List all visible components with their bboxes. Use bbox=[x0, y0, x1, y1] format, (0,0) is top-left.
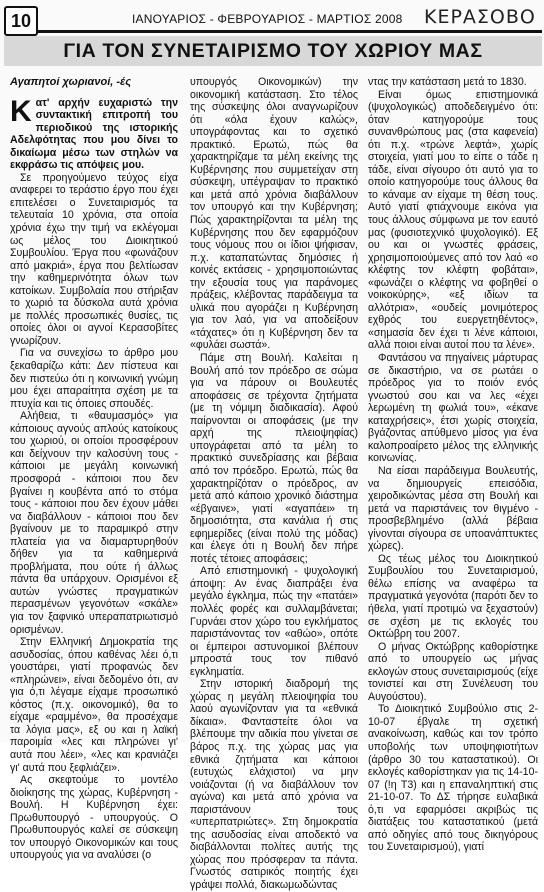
article-greeting: Αγαπητοί χωριανοί, -ές bbox=[10, 76, 132, 88]
article-column-2 bbox=[190, 76, 358, 892]
paragraph: Φαντάσου να πηγαίνεις μάρτυρας σε δικαστήριο, να σε ρωτάει ο πρόεδρος για το ποιόν ενός γνωστού σου και να λες «έχει λερωμένη τη φωλιά του», «έκανε καταχρήσεις», έτσι χωρίς στοιχεία, βγάζοντας απύθμενο μίσος για ένα καλοπροαίρετο μέλος της ελληνικής κοινωνίας. bbox=[368, 352, 538, 465]
paragraph: Το Διοικητικό Συμβούλιο στις 2-10-07 έβγαλε τη σχετική ανακοίνωση, καθώς και τον τρόπο υποβολής των υποψηφιοτήτων (άρθρο 30 του καταστατικού). Οι εκλογές καθορίστηκαν για τις 14-10-07 (!η Τ3) και η επαναληπτική στις 21-10-07. Το ΔΣ τήρησε ευλαβικά ό,τι να εφαρμόσει ακριβώς τις διατάξεις του καταστατικού (μετά από οδηγίες από τους δικηγόρους του Συνεταιρισμού), γιατί bbox=[368, 703, 538, 854]
paragraph: υπουργός Οικονομικών) την οικονομική κατάσταση. Στο τέλος της σύσκεψης όλοι αναγνωρίζουν ότι «όλα έχουν καλώς», υπογράφοντας και το σχετικό πρακτικό. Ερωτώ, πώς θα χαρακτηρίζαμε τα μέλη εκείνης της Κυβέρνησης που συμμετείχαν στη σύσκεψη, υπέγραψαν το πρακτικό και μετά από χρόνια διαβάλλουν τον υπουργό και την Κυβέρνηση; Πώς χαρακτηρίζονται τα μέλη της Κυβέρνησης που δεν εφαρμόζουν τους νόμους που οι ίδιοι ψήφισαν, π.χ. καταπατώντας δημόσιες ή κοινές εκτάσεις - χρησιμοποιώντας την εξουσία τους για παράνομες πράξεις, κλέβοντας παράδειγμα τα υλικά που αγοράζει η Κυβέρνηση για τον λαό, για να αποδείξουν «τάχατες» ότι η Κυβέρνηση δεν τα «φυλάει σωστά». bbox=[190, 76, 358, 352]
title-band bbox=[4, 36, 542, 66]
lead-text: ατ' αρχήν ευχαριστώ την συντακτική επιτροπή του περιοδικού της ιστορικής Αδελφότητας που μου δίνει το δικαίωμα μέσω των στηλών να εκφράσω τις απόψεις μου. bbox=[10, 96, 178, 172]
paragraph: Να είσαι παράδειγμα Βουλευτής, να δημιουργείς επεισόδια, χειροδικώντας μέσα στη Βουλή και μετά να παριστάνεις τον θιγμένο - προσβεβλημένο (αλλά βέβαια γίνονται σίγουρα σε υποανάπτυκτες χώρες). bbox=[368, 464, 538, 553]
article-column-1 bbox=[10, 76, 178, 862]
paragraph: Ας σκεφτούμε το μοντέλο διοίκησης της χώρας, Κυβέρνηση - Βουλή. Η Κυβέρνηση έχει: Πρωθυπουργό - υπουργούς. Ο Πρωθυπουργός καλεί σε σύσκεψη τον υπουργό Οικονομικών και τους υπουργούς για να αναλύσει (ο bbox=[10, 774, 178, 862]
article-column-3 bbox=[368, 76, 538, 854]
paragraph: Αλήθεια, τι «θαυμασμός» για κάποιους αγνούς απλούς κατοίκους του χωριού, οι οποίοι προσφέρουν και δείχνουν την καλοσύνη τους - κάποιοι με μεγάλη κοινωνική προσφορά - κάποιοι που δεν βγαίνει η κουβέντα από το στόμα τους - κάποιοι που δεν έχουν μάθει να διαβάλλουν - κάποιοι που δεν βγαίνουν με το παραμικρό στην πλατεία για να διαμαρτυρηθούν δήθεν για τα καθημερινά προβλήματα, που ούτε ή άλλως πάντα θα υπάρχουν. Ορισμένοι εξ αυτών γνώστες πραγματικών περασμένων γεγονότων «σκάλε» για τον ξαφνικό υπεραπατριωτισμό ορισμένων. bbox=[10, 410, 178, 636]
issue-date: ΙΑΝΟΥΑΡΙΟΣ - ΦΕΒΡΟΥΑΡΙΟΣ - ΜΑΡΤΙΟΣ 2008 bbox=[132, 12, 403, 26]
paragraph: Πάμε στη Βουλή. Καλείται η Βουλή από τον πρόεδρο σε σώμα για να πάρουν οι Βουλευτές αποφάσεις σε τρέχοντα ζητήματα (με τη νόμιμη διαδικασία). Αφού παίρνονται οι αποφάσεις (με την αρχή της πλειοψηφίας) υπογράφεται από τα μέλη το πρακτικό συνεδρίασης και βέβαια από τον πρόεδρο. Ερωτώ, πώς θα χαρακτηρίζόταν ο πρόεδρος, αν μετά από κάποιο χρονικό διάστημα «έβγαινε», γιατί «αγαπάει» τη δημοσιότητα, στα κανάλια ή στις εφημερίδες (είναι πολύ της μόδας) και έλεγε ότι η Βουλή δεν πήρε ποτές τέτοιες αποφάσεις; bbox=[190, 352, 358, 565]
drop-cap: Κ bbox=[10, 94, 32, 128]
article-title: ΓΙΑ ΤΟΝ ΣΥΝΕΤΑΙΡΙΣΜΟ ΤΟΥ ΧΩΡΙΟΥ ΜΑΣ bbox=[63, 40, 483, 62]
paragraph: Στην Ελληνική Δημοκρατία της ασυδοσίας, όπου καθένας λέει ό,τι γουστάρει, γιατί προφανώς δεν «πληρώνει», είναι δεδομένο ότι, αν για ό,τι λέγαμε είχαμε προσωπικό κόστος (π.χ. οικονομικό), θα το είχαμε «ραμμένο», θα προσέχαμε τα λόγια μας», εξ ου και η λαϊκή παροιμία «λες και πληρώνει γι' αυτά που λέει», «λες και κρανιάζει γι' αυτά που ξεφλιάζει». bbox=[10, 636, 178, 774]
paragraph: Ως τέως μέλος του Διοικητικού Συμβουλίου του Συνεταιρισμού, θέλω επίσης να αναφέρω τα πραγματικά γεγονότα (παρότι δεν το ήθελα, γιατί προτιμώ να ξεχαστούν) σε σχέση με τις εκλογές του Οκτώβρη του 2007. bbox=[368, 552, 538, 641]
page-number: 10 bbox=[4, 6, 38, 36]
article-lead-paragraph bbox=[10, 94, 178, 172]
page-header bbox=[0, 0, 544, 40]
newspaper-brand: ΚΕΡΑΣΟΒΟ bbox=[424, 6, 536, 28]
paragraph: ντας την κατάσταση μετά το 1830. bbox=[368, 76, 527, 88]
paragraph: Από επιστημονική - ψυχολογική άποψη: Αν ένας διαπράξει ένα μεγάλο έγκλημα, πώς την «πατάει» πολλές φορές και συλλαμβάνεται; Γυρνάει στον χώρο του εγκλήματος παριστάνοντας τον «αθώο», οπότε οι έμπειροι αστυνομικοί βλέπουν μπροστά τους τον πιθανό εγκληματία. bbox=[190, 565, 358, 678]
paragraph: Στην ιστορική διαδρομή της χώρας η μεγάλη πλειοψηφία του λαού αγωνίζονταν για τα «εθνικά δίκαια». Φανταστείτε όλοι να βλέπουμε την αδικία που γίνεται σε βάρος π.χ. της χώρας μας για εθνικά ζητήματα και κάποιοι (ευτυχώς ελάχιστοι) να μην νοιάζονται (ή να διαβάλλουν τον αγώνα) και μετά από χρόνια να παριστάνουν τους «υπερπατριώτες». Στη δημοκρατία της ασυδοσίας είναι αποδεκτό να διαβάλλονται πολίτες αυτής της χώρας που πρόσφεραν τα πάντα. Γνωστός σατιρικός ποιητής έχει γράψει πολλά, διακωμωδώντας bbox=[190, 678, 358, 891]
paragraph: Ο μήνας Οκτώβρης καθορίστηκε από το υπουργείο ως μήνας εκλογών στους συνεταιρισμούς (είχε τονιστεί και στη Συνέλευση του Αυγούστου). bbox=[368, 640, 538, 703]
header-rule bbox=[36, 30, 542, 33]
paragraph: Για να συνεχίσω το άρθρο μου ξεκαθαρίζω κάτι: Δεν πίστευα και δεν πιστεύω ότι η κοινωνική γνώμη μου έχει απαραίτητα σχέση με τα πτυχία και τις όποιες σπουδές. bbox=[10, 347, 178, 410]
paragraph: Σε προηγούμενο τεύχος είχα αναφερει το τεράστιο έργο που έχει επιτελέσει ο Συνεταιρισμός τα τελευταία 10 χρόνια, στα οποία χρόνια έχω την τιμή να εκλέγομαι ως μέλος του Διοικητικού Συμβουλίου. Έργα που «φωνάζουν από μακριά», έργα που βελτίωσαν την καθημερινότητα όλων των κατοίκων. Συμβολαία που στήριξαν το χωριό τα δύσκολα αυτά χρόνια με πολλές προσωπικές θυσίες, τις οποίες όλοι οι αγνοί Κερασοβίτες γνωρίζουν. bbox=[10, 171, 178, 347]
paragraph: Είναι όμως επιστημονικά (ψυχολογικώς) αποδεδειγμένο ότι: όταν κατηγορούμε τους συνανθρώπους μας (στα καφενεία) ότι π.χ. «τρώνε λεφτά», χωρίς στοιχεία, γιατί μου το είπε ο τάδε η τάδε, είναι σίγουρο ότι αυτό για το οποίο κατηγορούμε τους άλλους θα το κάναμε αν είχαμε τη θέση τους. Αυτό γιατί φτιάχνουμε εικόνα για τους άλλους σύμφωνα με τον εαυτό μας (φυσιοτεχνικό ψυχολογικό). Εξ ου και οι γνωστές φράσεις, χρησιμοποιούμενες από τον λαό «ο κλέφτης τον κλέφτη φοβάται», «φωνάζει ο κλέφτης να φοβηθεί ο νοικοκύρης», «εξ ιδίων τα αλλότρια», «ουδείς μονιμότερος εχθρός του ευεργετηθέντος», «σημασία δεν έχει τι λένε κάποιοι, αλλά ποιοι είναι αυτοί που τα λένε». bbox=[368, 88, 538, 352]
